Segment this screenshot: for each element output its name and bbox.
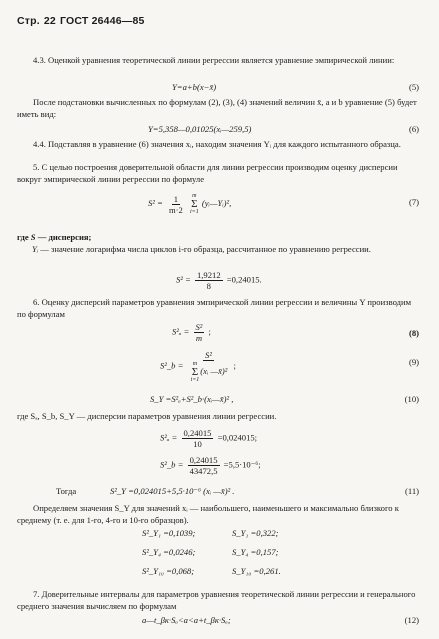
formula-sa-value: S²ₐ = $\frac{0,24015}{10}$ =0,024015;	[160, 428, 258, 449]
formula-7-fraction: $\frac{1}{m\cdot 2}$	[168, 193, 183, 215]
equation-number-5: (5)	[408, 82, 419, 92]
equation-number-8: (8)	[408, 328, 419, 338]
page-header	[17, 15, 149, 27]
equation-number-9: (9)	[408, 357, 419, 367]
formula-sb-value: S²_b = $\frac{0,24015}{43472,5}$ =5,5·10⁻⁶;	[160, 455, 261, 476]
page-number: 22	[43, 15, 56, 27]
formula-7-lhs: S² =	[148, 197, 163, 208]
value-sy4: S_Y₄ =0,157;	[232, 547, 279, 557]
formula-10: S_Y =S²ₐ+S²_b·(xᵢ—x̄)² ,	[150, 394, 234, 404]
section-5-text: 5. С целью построения доверительной области для линии регрессии производим оценку дисперсии вокруг эмпирической линии регрессии по формуле	[17, 162, 398, 184]
formula-12: a—t_βк·Sₐ<a<a+t_βк·Sₐ;	[142, 615, 231, 625]
equation-number-12: (12)	[404, 615, 419, 625]
section-7-text: 7. Доверительные интервалы для параметров уравнения теоретической линии регрессии и генерального среднего значения вычисляем по формулам	[17, 589, 416, 611]
where-1: где S — дисперсия;	[17, 232, 92, 242]
section-6-text: 6. Оценку дисперсий параметров уравнения эмпирической линии регрессии и величины Y производим по формулам	[17, 297, 412, 319]
section-4-4-text: 4.4. Подставляя в уравнение (6) значения xᵢ, находим значения Yᵢ для каждого испытанного образца.	[33, 139, 401, 149]
section-4-3-text: 4.3. Оценкой уравнения теоретической линии регрессии является уравнение эмпирической линии:	[33, 55, 395, 65]
value-sy10: S_Y₁₀ =0,261.	[232, 566, 281, 576]
formula-5: Y=a+b(x−x̄)	[172, 82, 217, 92]
section-4-3-substitution-text: После подстановки вычисленных по формулам (2), (3), (4) значений величин x̄, a и b уравнение (5) будет иметь вид:	[17, 97, 417, 119]
value-sy1: S_Y₁ =0,322;	[232, 528, 279, 538]
s2-value-formula: S² = $\frac{1,9212}{8}$ =0,24015.	[176, 270, 262, 291]
formula-6: Y=5,358—0,01025(xᵢ—259,5)	[148, 124, 252, 134]
page-label: Стр.	[17, 15, 40, 27]
value-sy4-squared: S²_Y₄ =0,0246;	[142, 547, 196, 557]
where-1-y-definition: Yᵢ — значение логарифма числа циклов i-го образца, рассчитанное по уравнению регрессии.	[32, 244, 371, 254]
sum-symbol: m Σ i=1	[189, 193, 199, 215]
formula-7-body: (yᵢ—Yᵢ)²,	[201, 197, 232, 208]
equation-number-6: (6)	[408, 124, 419, 134]
formula-8: S²ₐ = $\frac{\text{S²}}{m}$ ;	[172, 322, 211, 343]
value-sy1-squared: S²_Y₁ =0,1039;	[142, 528, 196, 538]
section-determination-text: Определяем значения S_Y для значений xᵢ — наибольшего, наименьшего и максимально близкого к среднему (т. е. для 1-го, 4-го и 10-го образцов).	[17, 503, 399, 525]
equation-number-10: (10)	[404, 394, 419, 404]
equation-number-7: (7)	[408, 197, 419, 207]
formula-11: S²_Y =0,024015+5,5·10⁻⁶ (xᵢ —x̄)² .	[110, 486, 235, 496]
where-2: где Sₐ, S_b, S_Y — дисперсии параметров уравнения линии регрессии.	[17, 411, 277, 421]
equation-number-11: (11)	[405, 486, 419, 496]
formula-7	[148, 193, 231, 215]
standard-code: ГОСТ 26446—85	[59, 15, 145, 27]
formula-11-lead: Тогда	[56, 486, 77, 496]
value-sy10-squared: S²_Y₁₀ =0,068;	[142, 566, 195, 576]
formula-9: S²_b = S² m Σ i=1 (xᵢ —x̄)² ;	[160, 350, 236, 383]
